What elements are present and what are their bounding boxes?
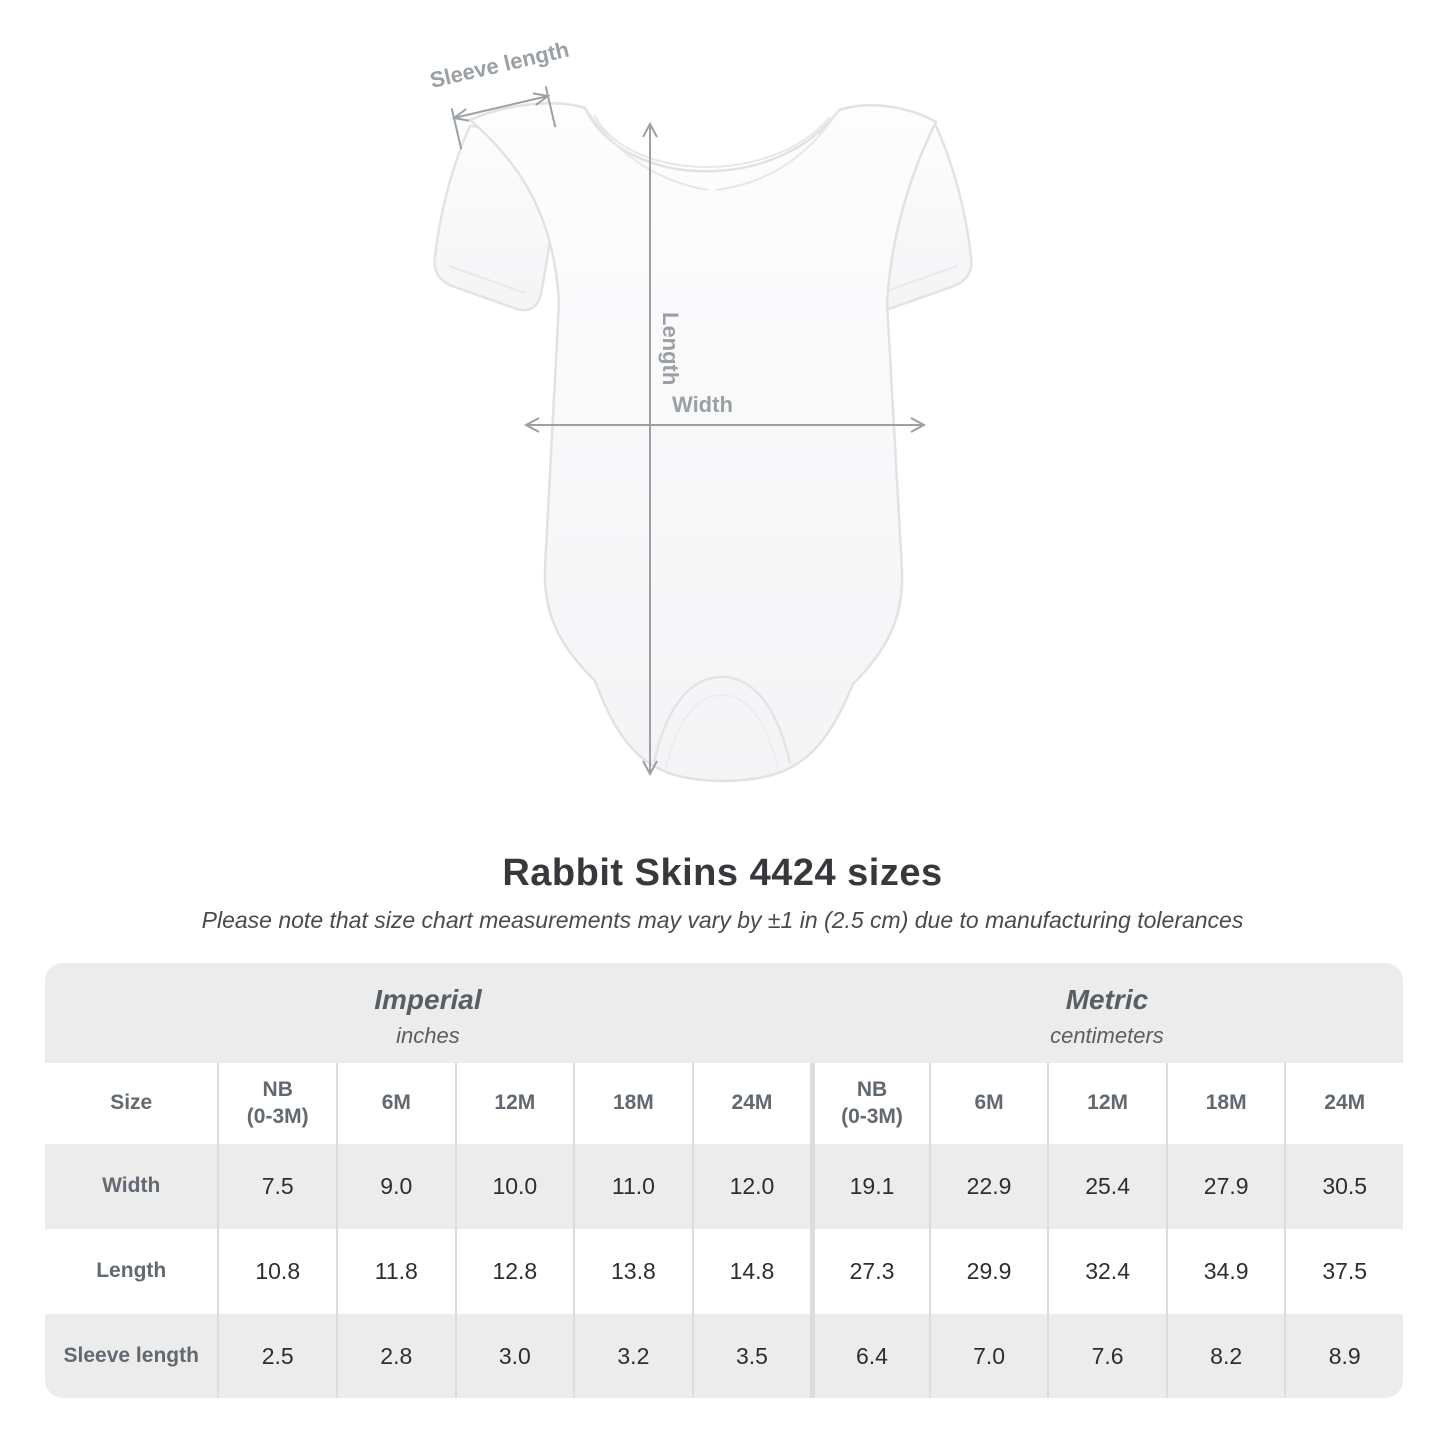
size-header-row	[45, 1063, 1403, 1144]
imperial-title: Imperial	[374, 983, 482, 1015]
metric-title: Metric	[1065, 983, 1149, 1015]
page-title: Rabbit Skins 4424 sizes	[502, 852, 943, 894]
value-cell-imperial: 10.0	[455, 1144, 574, 1229]
value-cell-metric: 8.9	[1284, 1314, 1403, 1398]
unit-header-row	[45, 963, 1403, 1063]
imperial-header	[45, 963, 811, 1063]
value-cell-imperial: 10.8	[217, 1229, 336, 1314]
value-cell-imperial: 7.5	[217, 1144, 336, 1229]
value-cell-imperial: 2.8	[336, 1314, 455, 1398]
value-cell-metric: 25.4	[1047, 1144, 1166, 1229]
size-col-header-imperial: NB (0-3M)	[217, 1063, 336, 1144]
size-col-header-metric: NB (0-3M)	[810, 1063, 929, 1144]
value-cell-imperial: 12.8	[455, 1229, 574, 1314]
value-cell-imperial: 3.5	[692, 1314, 811, 1398]
value-cell-metric: 6.4	[810, 1314, 929, 1398]
size-col-header-metric: 18M	[1166, 1063, 1285, 1144]
value-cell-imperial: 3.2	[573, 1314, 692, 1398]
value-cell-metric: 8.2	[1166, 1314, 1285, 1398]
size-chart	[45, 963, 1403, 1398]
value-cell-metric: 30.5	[1284, 1144, 1403, 1229]
value-cell-imperial: 3.0	[455, 1314, 574, 1398]
value-cell-imperial: 13.8	[573, 1229, 692, 1314]
imperial-unit: inches	[396, 1022, 460, 1048]
value-cell-metric: 37.5	[1284, 1229, 1403, 1314]
value-cell-metric: 27.3	[810, 1229, 929, 1314]
row-label: Sleeve length	[63, 1344, 199, 1368]
size-col-header-imperial: 6M	[336, 1063, 455, 1144]
value-cell-imperial: 11.8	[336, 1229, 455, 1314]
onesie-body	[470, 103, 936, 781]
sleeve-length-label: Sleeve length	[427, 36, 572, 93]
value-cell-imperial: 11.0	[573, 1144, 692, 1229]
tolerance-note: Please note that size chart measurements may vary by ±1 in (2.5 cm) due to manufacturing tolerances	[201, 907, 1244, 933]
value-cell-metric: 22.9	[929, 1144, 1048, 1229]
size-col-header-metric: 6M	[929, 1063, 1048, 1144]
table-row	[45, 1314, 1403, 1398]
size-grid	[45, 1063, 1403, 1398]
table-row	[45, 1144, 1403, 1229]
value-cell-metric: 7.6	[1047, 1314, 1166, 1398]
value-cell-imperial: 12.0	[692, 1144, 811, 1229]
size-col-header-metric: 12M	[1047, 1063, 1166, 1144]
value-cell-metric: 32.4	[1047, 1229, 1166, 1314]
metric-unit: centimeters	[1050, 1022, 1164, 1048]
value-cell-metric: 27.9	[1166, 1144, 1285, 1229]
size-col-header-metric: 24M	[1284, 1063, 1403, 1144]
row-label: Length	[96, 1259, 167, 1283]
value-cell-metric: 7.0	[929, 1314, 1048, 1398]
value-cell-metric: 34.9	[1166, 1229, 1285, 1314]
size-col-header-imperial: 18M	[573, 1063, 692, 1144]
width-label: Width	[672, 392, 733, 417]
length-label: Length	[658, 312, 683, 386]
size-col-header-imperial: 24M	[692, 1063, 811, 1144]
size-row-label: Size	[110, 1091, 153, 1115]
value-cell-imperial: 2.5	[217, 1314, 336, 1398]
row-label: Width	[102, 1174, 161, 1198]
metric-header	[811, 963, 1403, 1063]
value-cell-imperial: 9.0	[336, 1144, 455, 1229]
table-row	[45, 1229, 1403, 1314]
value-cell-metric: 19.1	[810, 1144, 929, 1229]
value-cell-imperial: 14.8	[692, 1229, 811, 1314]
size-col-header-imperial: 12M	[455, 1063, 574, 1144]
value-cell-metric: 29.9	[929, 1229, 1048, 1314]
